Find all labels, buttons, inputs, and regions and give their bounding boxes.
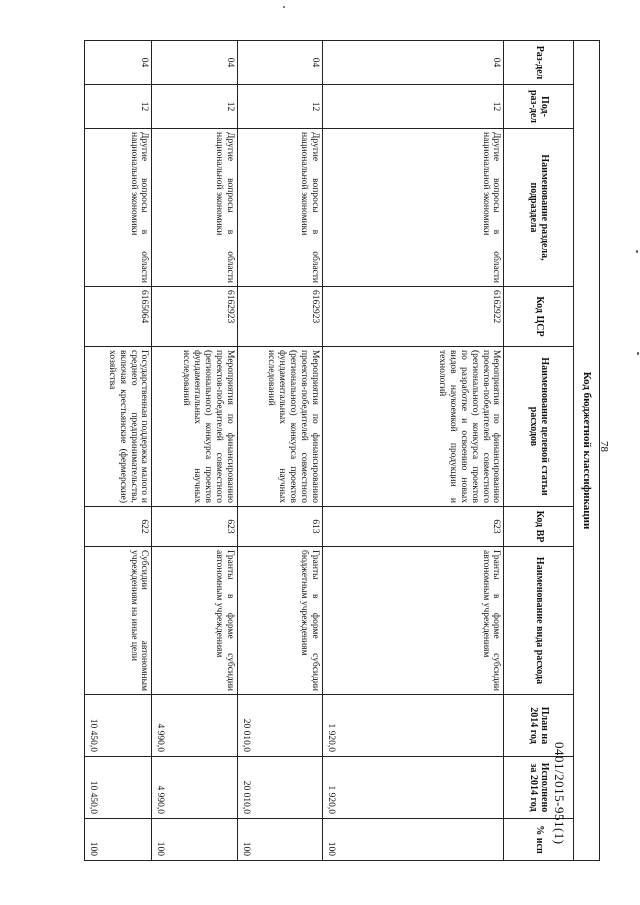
table-row (237, 41, 322, 861)
cell-vr: 623 (152, 507, 237, 547)
cell-kind: Субсидии автономным учреждениям на иные цели (85, 547, 153, 695)
table-row (322, 41, 504, 861)
cell-target: Мероприятия по финансированию проектов-победителей совместного (регионального) конкурса проектов фундаментальных научных исследований (152, 347, 237, 507)
cell-section: Другие вопросы в области национальной экономики (85, 129, 153, 287)
cell-plan: 1 920,0 (322, 695, 504, 757)
cell-csr: 6162923 (237, 287, 322, 347)
cell-csr: 6162922 (322, 287, 504, 347)
cell-podrazdel: 12 (237, 85, 322, 129)
cell-pct: 100 (322, 819, 504, 861)
cell-section: Другие вопросы в области национальной экономики (152, 129, 237, 287)
cell-kind: Гранты в форме субсидии бюджетным учреждениям (237, 547, 322, 695)
header-plan: План на 2014 год (504, 695, 574, 757)
cell-vr: 613 (237, 507, 322, 547)
cell-vr: 623 (322, 507, 504, 547)
cell-exec: 20 010,0 (237, 757, 322, 819)
cell-kind: Гранты в форме субсидии автономным учреждениям (152, 547, 237, 695)
cell-csr: 6165064 (85, 287, 153, 347)
page-number: 78 (598, 441, 610, 452)
cell-razdel: 04 (237, 41, 322, 85)
cell-plan: 10 450,0 (85, 695, 153, 757)
cell-pct: 100 (152, 819, 237, 861)
cell-section: Другие вопросы в области национальной экономики (237, 129, 322, 287)
header-pct: % исп (504, 819, 574, 861)
cell-target: Государственная поддержка малого и среднего предпринимательства, включая крестьянские (фермерские) хозяйства (85, 347, 153, 507)
cell-pct: 100 (85, 819, 153, 861)
cell-vr: 622 (85, 507, 153, 547)
header-kind-name: Наименование вида расхода (504, 547, 574, 695)
header-target-name: Наименование целевой статьи расходов (504, 347, 574, 507)
cell-csr: 6162923 (152, 287, 237, 347)
header-kod-csr: Код ЦСР (504, 287, 574, 347)
cell-exec: 1 920,0 (322, 757, 504, 819)
document-code: 0401/2015-951(1) (552, 742, 567, 845)
header-razdel: Раз-дел (504, 41, 574, 85)
cell-razdel: 04 (322, 41, 504, 85)
header-kod-vr: Код ВР (504, 507, 574, 547)
cell-exec: 4 990,0 (152, 757, 237, 819)
cell-podrazdel: 12 (85, 85, 153, 129)
cell-podrazdel: 12 (152, 85, 237, 129)
header-exec: Исполнено за 2014 год (504, 757, 574, 819)
table-row (152, 41, 237, 861)
header-podrazdel: Под-раз-дел (504, 85, 574, 129)
header-section-name: Наименование раздела, подраздела (504, 129, 574, 287)
cell-target: Мероприятия по финансированию проектов-победителей совместного (регионального) конкурса проектов фундаментальных научных исследований (237, 347, 322, 507)
cell-kind: Гранты в форме субсидии автономным учреждениям (322, 547, 504, 695)
cell-exec: 10 450,0 (85, 757, 153, 819)
table-row (85, 41, 153, 861)
cell-plan: 4 990,0 (152, 695, 237, 757)
budget-table (84, 40, 600, 861)
cell-razdel: 04 (85, 41, 153, 85)
cell-podrazdel: 12 (322, 85, 504, 129)
cell-plan: 20 010,0 (237, 695, 322, 757)
cell-target: Мероприятия по финансированию проектов-победителей совместного (регионального) конкурса проектов по разработке и освоению новых видов наукоемкой продукции и технологий (322, 347, 504, 507)
cell-pct: 100 (237, 819, 322, 861)
cell-razdel: 04 (152, 41, 237, 85)
table-caption: Код бюджетной классификации (574, 41, 600, 861)
cell-section: Другие вопросы в области национальной экономики (322, 129, 504, 287)
